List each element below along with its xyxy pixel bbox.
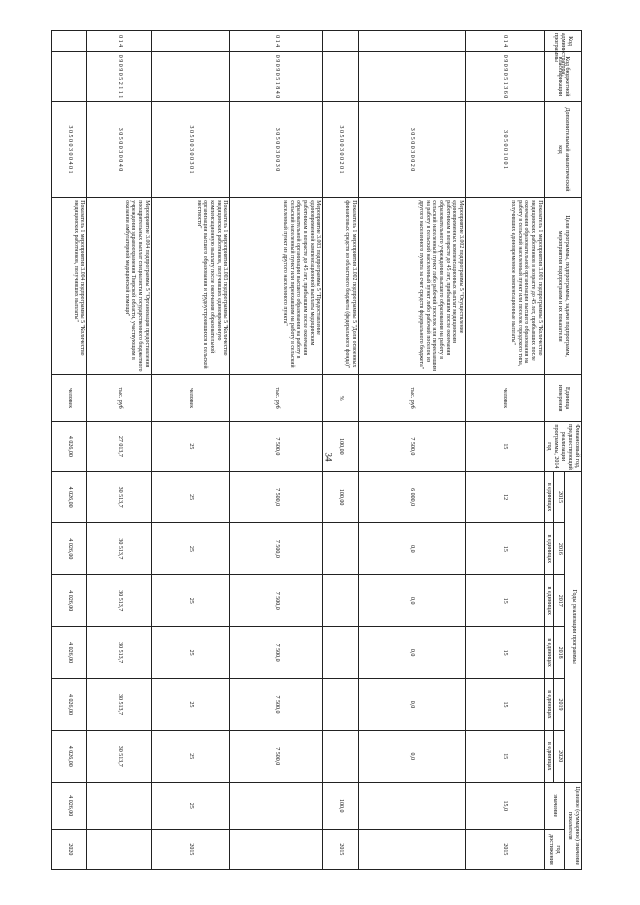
base-value-cell: 7 500,0 bbox=[230, 422, 323, 471]
year-value-cell: 4 026,00 bbox=[52, 471, 87, 523]
header-target-year: год достижения bbox=[544, 829, 565, 869]
target-value-cell: 25 bbox=[151, 782, 230, 829]
header-goal: Цели программы, подпрограммы, задачи подпрограмм, мероприятия подпрограмм и их показатели bbox=[544, 198, 581, 375]
target-year-cell: 2020 bbox=[52, 829, 87, 869]
header-value-label: в единицах bbox=[544, 523, 554, 575]
year-value-cell: 25 bbox=[151, 627, 230, 679]
year-value-cell: 0,0 bbox=[358, 627, 465, 679]
target-year-cell: 2015 bbox=[465, 829, 544, 869]
base-value-cell: 25 bbox=[151, 422, 230, 471]
year-value-cell: 15 bbox=[465, 523, 544, 575]
header-value-label: в единицах bbox=[544, 679, 554, 731]
header-classifier: Код бюджетной классификации bbox=[544, 52, 581, 101]
unit-cell: человек bbox=[465, 375, 544, 422]
year-value-cell: 15 bbox=[465, 627, 544, 679]
year-value-cell: 0,0 bbox=[358, 523, 465, 575]
year-value-cell: 0,0 bbox=[358, 679, 465, 731]
target-year-cell: 2015 bbox=[323, 829, 358, 869]
header-analytic: Дополнительный аналитический код bbox=[544, 101, 581, 198]
unit-cell: тыс. руб bbox=[358, 375, 465, 422]
header-base-year: Финансовый год, предшествующий реализации программы, 2014 год bbox=[544, 422, 581, 471]
unit-cell: тыс. руб bbox=[230, 375, 323, 422]
year-value-cell: 30 513,7 bbox=[87, 471, 151, 523]
year-value-cell: 25 bbox=[151, 679, 230, 731]
table-row bbox=[151, 31, 230, 870]
header-target-group: Целевое (суммарное) значение показателя bbox=[565, 782, 582, 869]
page-number: 34 bbox=[323, 452, 334, 462]
base-value-cell: 15 bbox=[465, 422, 544, 471]
analytic-code-cell: 3 0 5 0 0 3 0 0 3 0 1 bbox=[151, 101, 230, 198]
header-value-label: в единицах bbox=[544, 730, 554, 782]
table-body bbox=[52, 31, 544, 870]
header-year: 2017 bbox=[554, 575, 565, 627]
table-row bbox=[323, 31, 358, 870]
year-value-cell bbox=[323, 575, 358, 627]
unit-cell: % bbox=[323, 375, 358, 422]
header-year: 2015 bbox=[554, 471, 565, 523]
year-value-cell: 4 026,00 bbox=[52, 575, 87, 627]
target-value-cell: 15,0 bbox=[465, 782, 544, 829]
year-value-cell: 7 500,0 bbox=[230, 730, 323, 782]
classifier-code-cell bbox=[52, 52, 87, 101]
year-value-cell: 30 513,7 bbox=[87, 523, 151, 575]
target-year-cell bbox=[358, 829, 465, 869]
classifier-code-cell: 0 9 0 9 0 5 1 8 4 0 bbox=[230, 52, 323, 101]
year-value-cell: 7 500,0 bbox=[230, 575, 323, 627]
year-value-cell: 25 bbox=[151, 730, 230, 782]
header-year: 2018 bbox=[554, 627, 565, 679]
target-year-cell: 2015 bbox=[151, 829, 230, 869]
target-value-cell bbox=[230, 782, 323, 829]
goal-text-cell: Показатель 1 мероприятия 3.003 подпрограммы 5 "Количество медицинских работников, получивших единовременную компенсационную выплату после окончания образовательной организации высшего образования и трудоустроившихся в сельской местности" bbox=[151, 198, 230, 375]
year-value-cell: 15 bbox=[465, 679, 544, 731]
year-value-cell bbox=[323, 730, 358, 782]
classifier-code-cell bbox=[358, 52, 465, 101]
admin-code-cell bbox=[358, 31, 465, 52]
goal-text-cell: Мероприятие 3.004 подпрограммы 5 "Организация предоставления поощрительных выплат специалистам государственного бюджетного учреждения здравоохранения Тверской области, участвующим в оказании амбулаторной медицинской помощи" bbox=[87, 198, 151, 375]
year-value-cell: 4 026,00 bbox=[52, 523, 87, 575]
admin-code-cell bbox=[52, 31, 87, 52]
year-value-cell: 4 026,00 bbox=[52, 679, 87, 731]
target-year-cell bbox=[87, 829, 151, 869]
year-value-cell: 100,00 bbox=[323, 471, 358, 523]
rotated-table-region bbox=[52, 30, 582, 870]
header-target-value: значение bbox=[544, 782, 565, 829]
year-value-cell: 12 bbox=[465, 471, 544, 523]
table-row bbox=[358, 31, 465, 870]
admin-code-cell: 0 1 4 bbox=[87, 31, 151, 52]
year-value-cell bbox=[323, 627, 358, 679]
unit-cell: тыс. руб bbox=[87, 375, 151, 422]
classifier-code-cell bbox=[151, 52, 230, 101]
header-year: 2020 bbox=[554, 730, 565, 782]
header-year: 2019 bbox=[554, 679, 565, 731]
year-value-cell: 0,0 bbox=[358, 730, 465, 782]
year-value-cell: 30 513,7 bbox=[87, 730, 151, 782]
year-value-cell: 30 513,7 bbox=[87, 679, 151, 731]
table-row bbox=[52, 31, 87, 870]
year-value-cell: 7 500,0 bbox=[230, 523, 323, 575]
admin-code-cell bbox=[323, 31, 358, 52]
analytic-code-cell: 3 0 5 0 0 3 0 0 4 0 bbox=[87, 101, 151, 198]
header-value-label: в единицах bbox=[544, 627, 554, 679]
header-years-group: Годы реализации программы bbox=[565, 471, 582, 782]
target-value-cell bbox=[358, 782, 465, 829]
classifier-code-cell: 0 9 0 9 0 5 1 3 6 0 bbox=[465, 52, 544, 101]
analytic-code-cell: 3 0 5 0 0 3 0 0 2 0 bbox=[358, 101, 465, 198]
year-value-cell: 25 bbox=[151, 575, 230, 627]
year-value-cell: 15 bbox=[465, 575, 544, 627]
admin-code-cell bbox=[151, 31, 230, 52]
admin-code-cell: 0 1 4 bbox=[230, 31, 323, 52]
year-value-cell: 30 513,7 bbox=[87, 575, 151, 627]
table-row bbox=[230, 31, 323, 870]
unit-cell: человек bbox=[151, 375, 230, 422]
target-year-cell bbox=[230, 829, 323, 869]
target-value-cell: 4 026,00 bbox=[52, 782, 87, 829]
table-row bbox=[465, 31, 544, 870]
goal-text-cell: Мероприятие 3.003 подпрограммы 5 "Предоставление единовременной компенсационной выплаты медицинским работникам в возрасте до 45 лет, прибывшим после окончания образовательной организации высшего образования на работу в сельский населенный пункт или переехавшим на работу в сельский населенный пункт из другого населенного пункта" bbox=[230, 198, 323, 375]
base-value-cell: 4 026,00 bbox=[52, 422, 87, 471]
classifier-code-cell: 0 9 0 9 0 5 2 1 1 1 bbox=[87, 52, 151, 101]
header-admin-code: Код администратора программы bbox=[544, 31, 581, 52]
year-value-cell: 6 000,0 bbox=[358, 471, 465, 523]
goal-text-cell: Мероприятие 3.002 подпрограммы 5 "Осуществление единовременных компенсационных выплат медицинским работникам в возрасте до 45 лет, прибывшим после окончания образовательного учреждения высшего образования на работу в сельский населенный пункт либо рабочий поселок или переехавшим на работу в сельский населенный пункт либо рабочий поселок из другого населенного пункта за счет средств федерального бюджета" bbox=[358, 198, 465, 375]
analytic-code-cell: 3 0 5 0 0 3 0 0 2 0 1 bbox=[323, 101, 358, 198]
program-indicators-table bbox=[51, 30, 582, 870]
table-rotated-frame bbox=[52, 30, 582, 870]
base-value-cell: 27 013,7 bbox=[87, 422, 151, 471]
year-value-cell bbox=[323, 679, 358, 731]
year-value-cell: 25 bbox=[151, 523, 230, 575]
year-value-cell: 7 500,0 bbox=[230, 471, 323, 523]
goal-text-cell: Показатель 1 мероприятия 3.001 подпрограммы 5 "Количество медицинских работников в возрасте до 45 лет, прибывших после окончания образовательной организации высшего образования на работу в сельский населенный пункт или поселок городского типа, получивших единовременное компенсационные выплаты" bbox=[465, 198, 544, 375]
header-value-label: в единицах bbox=[544, 471, 554, 523]
year-value-cell: 7 500,0 bbox=[230, 627, 323, 679]
year-value-cell: 7 500,0 bbox=[230, 679, 323, 731]
target-value-cell: 100,0 bbox=[323, 782, 358, 829]
admin-code-cell: 0 1 4 bbox=[465, 31, 544, 52]
base-value-cell: 100,00 bbox=[323, 422, 358, 471]
goal-text-cell: Показатель 1 мероприятия 3.004 подпрограммы 5 "Количество медицинских работников, получивших выплаты" bbox=[52, 198, 87, 375]
goal-text-cell: Показатель 1 мероприятия 3.002 подпрограммы 5 "Доля освоенных финансовых средств из областного бюджета (федерального фонда)" bbox=[323, 198, 358, 375]
analytic-code-cell: 3 0 5 0 0 1 0 0 1 bbox=[465, 101, 544, 198]
analytic-code-cell: 3 0 5 0 0 3 0 0 3 0 bbox=[230, 101, 323, 198]
year-value-cell: 15 bbox=[465, 730, 544, 782]
year-value-cell: 4 026,00 bbox=[52, 627, 87, 679]
year-value-cell: 4 026,00 bbox=[52, 730, 87, 782]
header-year: 2016 bbox=[554, 523, 565, 575]
year-value-cell: 30 513,7 bbox=[87, 627, 151, 679]
base-value-cell: 7 500,0 bbox=[358, 422, 465, 471]
table-row bbox=[87, 31, 151, 870]
target-value-cell bbox=[87, 782, 151, 829]
year-value-cell: 0,0 bbox=[358, 575, 465, 627]
classifier-code-cell bbox=[323, 52, 358, 101]
year-value-cell: 25 bbox=[151, 471, 230, 523]
unit-cell: человек bbox=[52, 375, 87, 422]
header-value-label: в единицах bbox=[544, 575, 554, 627]
year-value-cell bbox=[323, 523, 358, 575]
header-unit: Единица измерения bbox=[544, 375, 581, 422]
analytic-code-cell: 3 0 5 0 0 3 0 0 4 0 1 bbox=[52, 101, 87, 198]
